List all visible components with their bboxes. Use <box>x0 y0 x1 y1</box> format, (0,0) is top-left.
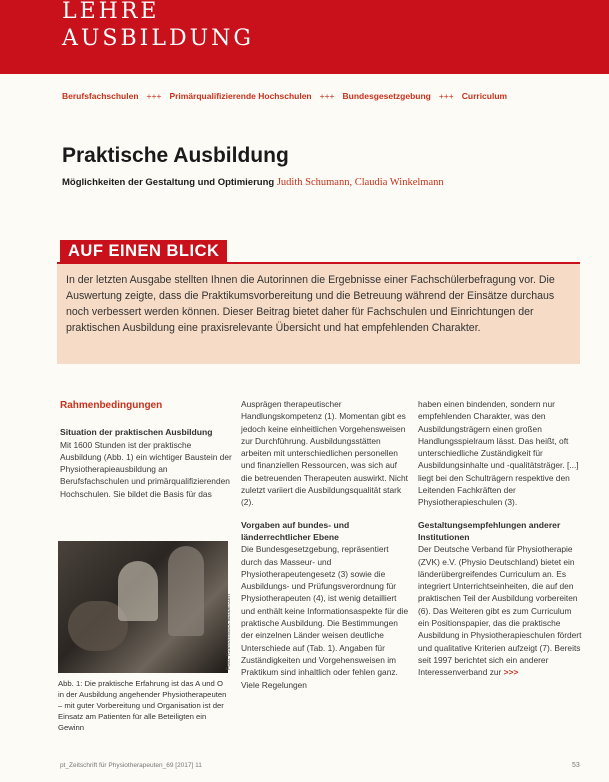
body-text <box>418 543 584 678</box>
page-number: 53 <box>572 762 580 769</box>
photo-caption: Abb. 1: Die praktische Erfahrung ist das A und O in der Ausbildung angehender Physiotherapeuten – mit guter Vorbereitung und Organisation ist der Einsatz am Patienten für alle Beteiligten ein Gewinn <box>58 679 227 732</box>
column-3 <box>418 398 584 679</box>
header-banner <box>0 0 609 74</box>
section-heading: Rahmenbedingungen <box>60 400 163 411</box>
section-title-lehre: LEHRE <box>62 0 160 24</box>
article-title: Praktische Ausbildung <box>62 144 289 167</box>
section-title-ausbildung: AUSBILDUNG <box>62 26 254 51</box>
subheading: Situation der praktischen Ausbildung <box>60 427 213 438</box>
photo-shape <box>168 546 204 636</box>
nav-item-bundesgesetzgebung[interactable]: Bundesgesetzgebung <box>342 91 431 101</box>
photo-credit: Foto: Kzenon/stock.adobe.com <box>226 594 232 670</box>
topic-nav <box>62 91 507 101</box>
column-1 <box>60 400 232 500</box>
body-text: Ausprägen therapeutischer Handlungskompetenz (1). Momentan gibt es jedoch keine einheitlichen Vorgehensweisen zur Durchführung. Ausbildungsstätten arbeiten mit unterschiedlichen personellen und finanziellen Ressourcen, was sich auf die betreuenden Therapeuten auswirkt. Nicht zuletzt variiert die Ausbildungsqualität stark (2). <box>241 399 408 508</box>
article-subtitle <box>62 177 444 188</box>
nav-separator: +++ <box>146 91 162 101</box>
body-text-span: Der Deutsche Verband für Physiotherapie (ZVK) e.V. (Physio Deutschland) bietet ein länderübergreifendes Curriculum an. Es integriert Unterrichtseinheiten, die auf den praktischen Teil der Ausbildung vorbereiten (6). Das Weiteren gibt es zum Curriculum ein Positionspapier, das die praktische Ausbildung in Physiotherapieschulen fördert und qualitative Kriterien aufzeigt (7). Bereits seit 1997 berichtet sich ein anderer Interessenverband zur <box>418 544 582 678</box>
summary-label: AUF EINEN BLICK <box>60 240 227 263</box>
summary-text: In der letzten Ausgabe stellten Ihnen die Autorinnen die Ergebnisse einer Fachschülerbefragung vor. Die Auswertung zeigte, dass die Praktikumsvorbereitung und die Betreuung während der Einsätze durchaus noch verbessert werden können. Dieser Beitrag bietet daher für Fachschulen und Einrichtungen der praktischen Ausbildung eine praxisrelevante Übersicht und hat empfehlenden Charakter. <box>66 274 555 334</box>
subheading: Gestaltungsempfehlungen anderer Institutionen <box>418 519 561 542</box>
nav-item-hochschulen[interactable]: Primärqualifizierende Hochschulen <box>169 91 312 101</box>
subheading: Vorgaben auf bundes- und länderrechtlicher Ebene <box>241 519 350 542</box>
body-text: Die Bundesgesetzgebung, repräsentiert durch das Masseur- und Physiotherapeutengesetz (3) sowie die Ausbildungs- und Prüfungsverordnung für Physiotherapeuten (4), ist wenig detailliert und enthält keine Informationsaspekte für die praktische Ausbildung. Die Bestimmungen der einzelnen Länder weisen deutliche Unterschiede auf (Tab. 1). Angaben für Zuständigkeiten und Vorgehensweisen im Praktikum sind inhaltlich oder fehlen ganz. Viele Regelungen <box>241 544 409 690</box>
nav-separator: +++ <box>438 91 454 101</box>
continue-arrow: >>> <box>503 667 519 678</box>
summary-box <box>57 262 580 364</box>
body-text: Mit 1600 Stunden ist der praktische Ausbildung (Abb. 1) ein wichtiger Baustein der Physiotherapieausbildung an Berufsfachschulen und primärqualifizierenden Hochschulen. Sie bildet die Basis für das <box>60 439 232 499</box>
subtitle-text: Möglichkeiten der Gestaltung und Optimierung <box>62 177 275 188</box>
nav-separator: +++ <box>319 91 335 101</box>
nav-item-berufsfachschulen[interactable]: Berufsfachschulen <box>62 91 139 101</box>
article-photo <box>58 541 228 673</box>
column-2 <box>241 398 409 691</box>
nav-item-curriculum[interactable]: Curriculum <box>461 91 508 101</box>
article-authors: Judith Schumann, Claudia Winkelmann <box>276 177 444 188</box>
footer-text: pt_Zeitschrift für Physiotherapeuten_69 [2017] 11 <box>60 762 202 769</box>
photo-shape <box>118 561 158 621</box>
body-text: haben einen bindenden, sondern nur empfehlenden Charakter, was den Ausbildungsträgern einen großen Handlungsspielraum lässt. Das heißt, oft unterschiedliche Zuständigkeit für Ausbildungsinhalte und -qualitätsträger. [...] liegt bei den Schulträgern respektive den Leitenden Fachkräften der Physiotherapieschulen (3). <box>418 399 579 508</box>
